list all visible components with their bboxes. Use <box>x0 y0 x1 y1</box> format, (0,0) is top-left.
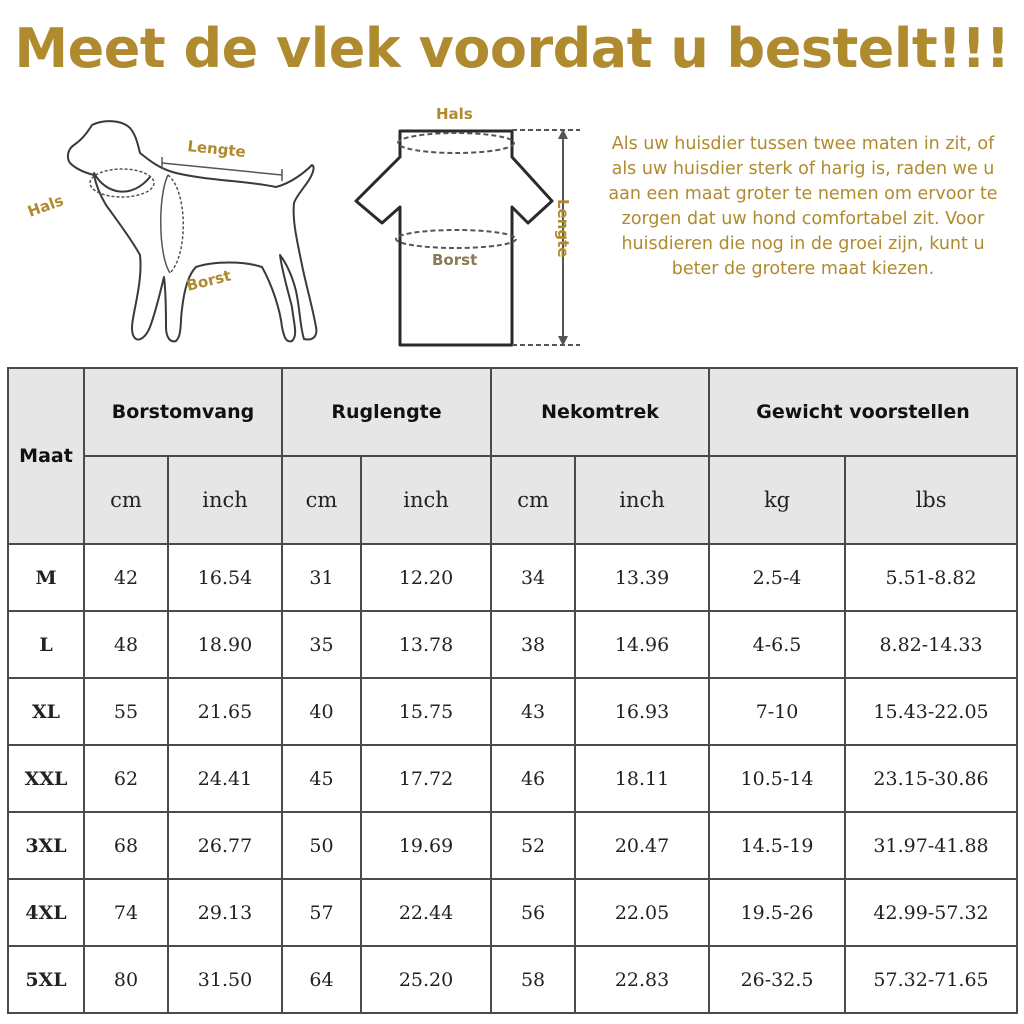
measurement-cell: 58 <box>491 946 575 1013</box>
measurement-cell: 35 <box>282 611 361 678</box>
measurement-cell: 80 <box>84 946 168 1013</box>
measurement-cell: 62 <box>84 745 168 812</box>
measurement-cell: 22.44 <box>361 879 491 946</box>
dog-chest-label: Borst <box>184 266 233 295</box>
table-row <box>8 544 1017 611</box>
measurement-cell: 17.72 <box>361 745 491 812</box>
size-cell: XL <box>8 678 84 745</box>
measurement-cell: 19.69 <box>361 812 491 879</box>
measurement-cell: 64 <box>282 946 361 1013</box>
measurement-cell: 38 <box>491 611 575 678</box>
measurement-cell: 2.5-4 <box>709 544 845 611</box>
measurement-cell: 16.54 <box>168 544 282 611</box>
measurement-cell: 50 <box>282 812 361 879</box>
table-row <box>8 611 1017 678</box>
measurement-cell: 18.11 <box>575 745 709 812</box>
size-chart-table <box>7 367 1018 1014</box>
measurement-diagrams <box>0 95 600 355</box>
measurement-cell: 7-10 <box>709 678 845 745</box>
size-cell: 5XL <box>8 946 84 1013</box>
measurement-cell: 68 <box>84 812 168 879</box>
measurement-cell: 56 <box>491 879 575 946</box>
measurement-cell: 55 <box>84 678 168 745</box>
measurement-cell: 42.99-57.32 <box>845 879 1017 946</box>
chest-group-header: Borstomvang <box>84 368 282 456</box>
back-length-group-header: Ruglengte <box>282 368 491 456</box>
measurement-cell: 31 <box>282 544 361 611</box>
neck-group-header: Nekomtrek <box>491 368 709 456</box>
measurement-cell: 15.75 <box>361 678 491 745</box>
size-cell: 3XL <box>8 812 84 879</box>
size-cell: 4XL <box>8 879 84 946</box>
measurement-cell: 34 <box>491 544 575 611</box>
measurement-cell: 42 <box>84 544 168 611</box>
dog-neck-label: Hals <box>25 191 66 221</box>
measurement-cell: 4-6.5 <box>709 611 845 678</box>
measurement-cell: 20.47 <box>575 812 709 879</box>
shirt-chest-label: Borst <box>432 251 478 269</box>
measurement-cell: 26.77 <box>168 812 282 879</box>
unit-header: lbs <box>845 456 1017 544</box>
measurement-cell: 15.43-22.05 <box>845 678 1017 745</box>
shirt-length-arrow-bottom <box>558 336 568 346</box>
measurement-cell: 43 <box>491 678 575 745</box>
measurement-cell: 18.90 <box>168 611 282 678</box>
measurement-cell: 25.20 <box>361 946 491 1013</box>
measurement-cell: 52 <box>491 812 575 879</box>
size-cell: L <box>8 611 84 678</box>
table-row <box>8 812 1017 879</box>
shirt-neck-label: Hals <box>436 105 473 123</box>
unit-header: inch <box>168 456 282 544</box>
table-row <box>8 745 1017 812</box>
unit-header: cm <box>491 456 575 544</box>
measurement-cell: 57 <box>282 879 361 946</box>
unit-header: inch <box>361 456 491 544</box>
shirt-length-label: Lengte <box>554 199 572 258</box>
measurement-cell: 26-32.5 <box>709 946 845 1013</box>
table-row <box>8 879 1017 946</box>
measurement-cell: 10.5-14 <box>709 745 845 812</box>
size-table-body <box>8 544 1017 1013</box>
measurement-cell: 31.97-41.88 <box>845 812 1017 879</box>
measurement-cell: 46 <box>491 745 575 812</box>
dog-length-label: Lengte <box>186 137 247 162</box>
measurement-cell: 23.15-30.86 <box>845 745 1017 812</box>
unit-header: cm <box>282 456 361 544</box>
measurement-cell: 29.13 <box>168 879 282 946</box>
measurement-cell: 19.5-26 <box>709 879 845 946</box>
measurement-cell: 21.65 <box>168 678 282 745</box>
table-row <box>8 678 1017 745</box>
measurement-cell: 16.93 <box>575 678 709 745</box>
unit-header: inch <box>575 456 709 544</box>
unit-header: cm <box>84 456 168 544</box>
measurement-cell: 13.78 <box>361 611 491 678</box>
shirt-measure-lines <box>396 130 580 345</box>
measurement-cell: 48 <box>84 611 168 678</box>
measurement-cell: 22.83 <box>575 946 709 1013</box>
size-column-header: Maat <box>8 368 84 544</box>
shirt-length-arrow-top <box>558 129 568 139</box>
measurement-cell: 14.96 <box>575 611 709 678</box>
measurement-cell: 13.39 <box>575 544 709 611</box>
size-cell: XXL <box>8 745 84 812</box>
measurement-cell: 22.05 <box>575 879 709 946</box>
size-cell: M <box>8 544 84 611</box>
measurement-cell: 12.20 <box>361 544 491 611</box>
measurement-cell: 74 <box>84 879 168 946</box>
measurement-cell: 40 <box>282 678 361 745</box>
measurement-cell: 8.82-14.33 <box>845 611 1017 678</box>
sizing-advice: Als uw huisdier tussen twee maten in zit, of als uw huisdier sterk of harig is, raden we u aan een maat groter te nemen om ervoor te zorgen dat uw hond comfortabel zit. Voor huisdieren die nog in de groei zijn, kunt u beter de grotere maat kiezen. <box>608 134 998 279</box>
measurement-cell: 24.41 <box>168 745 282 812</box>
page-title: Meet de vlek voordat u bestelt!!! <box>14 17 1010 80</box>
table-row <box>8 946 1017 1013</box>
measurement-cell: 5.51-8.82 <box>845 544 1017 611</box>
measurement-cell: 45 <box>282 745 361 812</box>
measurement-cell: 14.5-19 <box>709 812 845 879</box>
measurement-cell: 57.32-71.65 <box>845 946 1017 1013</box>
weight-group-header: Gewicht voorstellen <box>709 368 1017 456</box>
unit-header: kg <box>709 456 845 544</box>
measurement-cell: 31.50 <box>168 946 282 1013</box>
shirt-illustration <box>356 131 552 345</box>
